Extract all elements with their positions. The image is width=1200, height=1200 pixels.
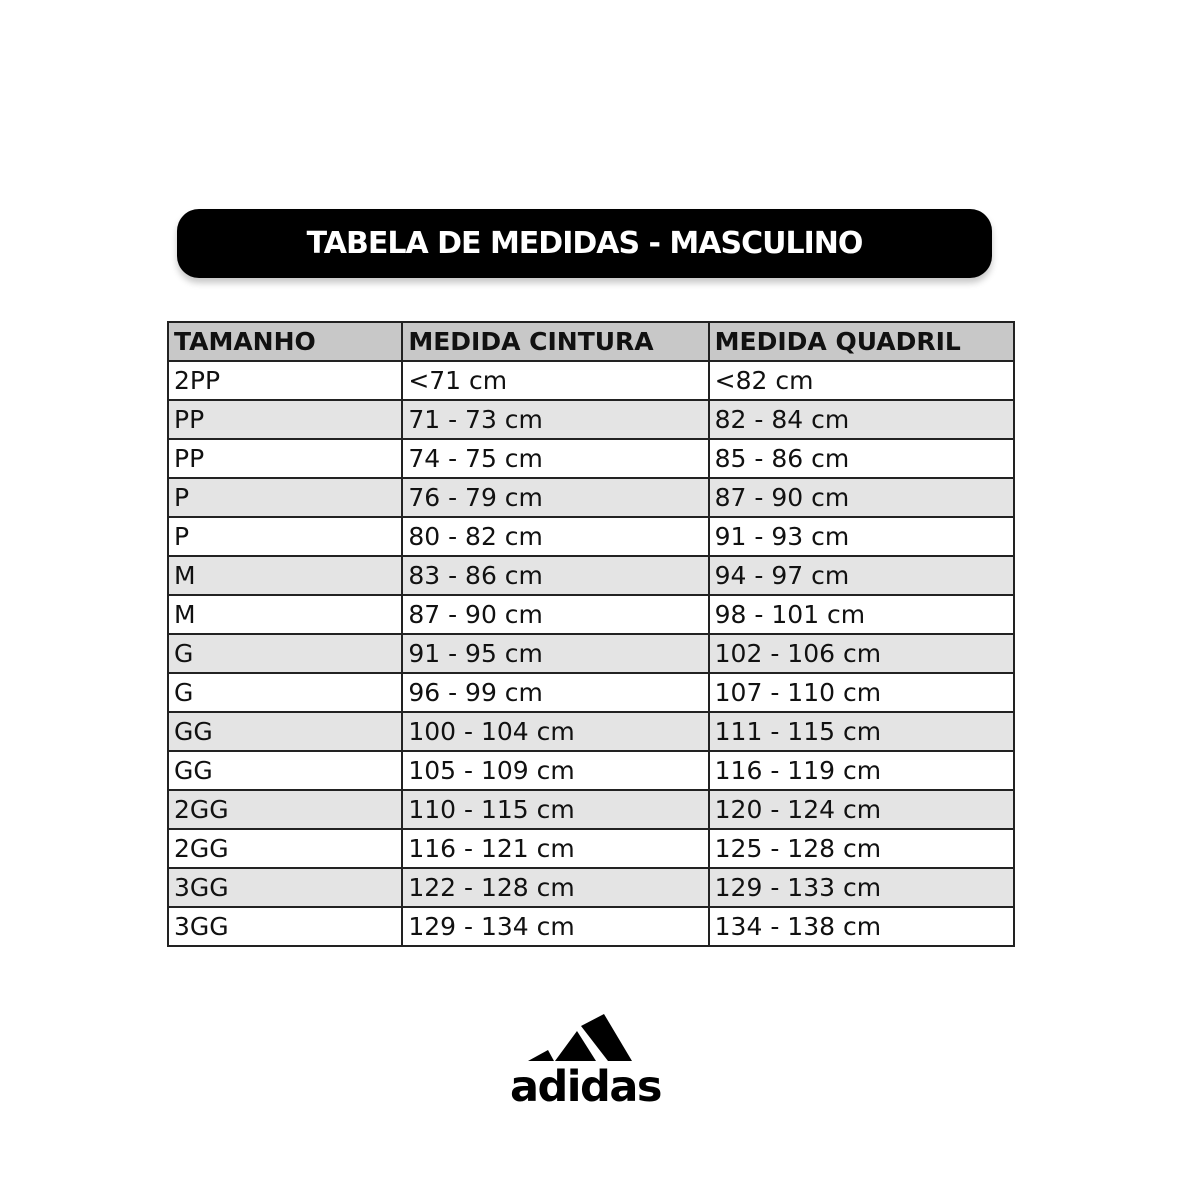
cell-hip: 91 - 93 cm (709, 517, 1014, 556)
adidas-logo (510, 1010, 660, 1118)
cell-size: G (168, 634, 402, 673)
cell-waist: 91 - 95 cm (402, 634, 708, 673)
table-row (168, 595, 1014, 634)
cell-hip: 116 - 119 cm (709, 751, 1014, 790)
cell-size: 2PP (168, 361, 402, 400)
cell-waist: 122 - 128 cm (402, 868, 708, 907)
cell-size: G (168, 673, 402, 712)
table-row (168, 439, 1014, 478)
cell-waist: 83 - 86 cm (402, 556, 708, 595)
cell-hip: 102 - 106 cm (709, 634, 1014, 673)
table-row (168, 673, 1014, 712)
header-waist: MEDIDA CINTURA (402, 322, 708, 361)
table-row (168, 517, 1014, 556)
page-title: TABELA DE MEDIDAS - MASCULINO (306, 226, 863, 261)
cell-size: 3GG (168, 868, 402, 907)
cell-waist: 100 - 104 cm (402, 712, 708, 751)
cell-waist: 87 - 90 cm (402, 595, 708, 634)
header-size: TAMANHO (168, 322, 402, 361)
cell-waist: 96 - 99 cm (402, 673, 708, 712)
size-table (167, 321, 1015, 947)
cell-waist: 74 - 75 cm (402, 439, 708, 478)
table-row (168, 634, 1014, 673)
table-row (168, 478, 1014, 517)
cell-hip: 94 - 97 cm (709, 556, 1014, 595)
cell-hip: 85 - 86 cm (709, 439, 1014, 478)
cell-size: 3GG (168, 907, 402, 946)
cell-waist: 105 - 109 cm (402, 751, 708, 790)
table-row (168, 868, 1014, 907)
cell-hip: 98 - 101 cm (709, 595, 1014, 634)
cell-hip: 87 - 90 cm (709, 478, 1014, 517)
cell-hip: 82 - 84 cm (709, 400, 1014, 439)
logo-wordmark: adidas (510, 1062, 661, 1112)
cell-size: 2GG (168, 790, 402, 829)
cell-hip: 129 - 133 cm (709, 868, 1014, 907)
cell-hip: 107 - 110 cm (709, 673, 1014, 712)
cell-size: M (168, 556, 402, 595)
cell-hip: 120 - 124 cm (709, 790, 1014, 829)
table-header-row (168, 322, 1014, 361)
table-row (168, 400, 1014, 439)
cell-hip: <82 cm (709, 361, 1014, 400)
cell-waist: 110 - 115 cm (402, 790, 708, 829)
cell-hip: 134 - 138 cm (709, 907, 1014, 946)
table-row (168, 751, 1014, 790)
cell-size: PP (168, 400, 402, 439)
cell-size: GG (168, 751, 402, 790)
table-row (168, 907, 1014, 946)
cell-waist: 116 - 121 cm (402, 829, 708, 868)
cell-waist: 80 - 82 cm (402, 517, 708, 556)
cell-size: 2GG (168, 829, 402, 868)
adidas-three-bars-icon (510, 1010, 660, 1070)
table-row (168, 829, 1014, 868)
cell-hip: 111 - 115 cm (709, 712, 1014, 751)
table-row (168, 556, 1014, 595)
cell-hip: 125 - 128 cm (709, 829, 1014, 868)
table-row (168, 712, 1014, 751)
cell-size: P (168, 478, 402, 517)
cell-size: GG (168, 712, 402, 751)
header-hip: MEDIDA QUADRIL (709, 322, 1014, 361)
cell-waist: 71 - 73 cm (402, 400, 708, 439)
cell-waist: 129 - 134 cm (402, 907, 708, 946)
table-row (168, 790, 1014, 829)
cell-size: PP (168, 439, 402, 478)
cell-size: M (168, 595, 402, 634)
table-row (168, 361, 1014, 400)
cell-waist: 76 - 79 cm (402, 478, 708, 517)
cell-size: P (168, 517, 402, 556)
title-bar (177, 209, 992, 278)
cell-waist: <71 cm (402, 361, 708, 400)
